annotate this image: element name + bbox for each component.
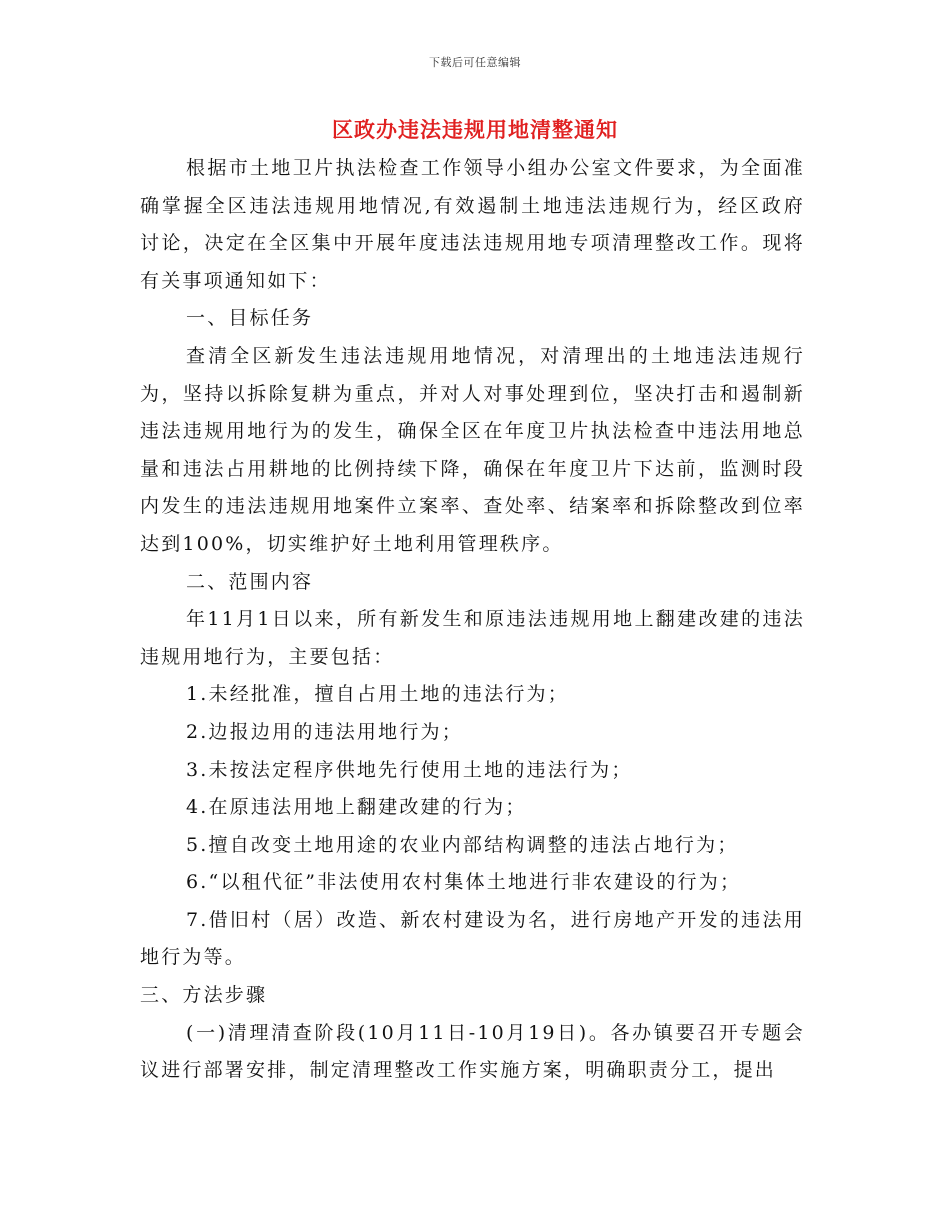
section-heading-goals: 一、目标任务	[186, 307, 314, 330]
list-item: 3.未按法定程序供地先行使用土地的违法行为；	[186, 758, 633, 781]
goals-paragraph: 查清全区新发生违法违规用地情况，对清理出的土地违法违规行为，坚持以拆除复耕为重点，并对人对事处理到位，坚决打击和遏制新违法违规用地行为的发生，确保全区在年度卫片执法检查中违法用地总量和违法占用耕地的比例持续下降，确保在年度卫片下达前，监测时段内发生的违法违规用地案件立案率、查处率、结案率和拆除整改到位率达到100%，切实维护好土地利用管理秩序。	[140, 344, 805, 555]
list-item: 7.借旧村（居）改造、新农村建设为名，进行房地产开发的违法用地行为等。	[140, 908, 805, 969]
steps-paragraph: (一)清理清查阶段(10月11日-10月19日)。各办镇要召开专题会议进行部署安排，制定清理整改工作实施方案，明确职责分工，提出	[140, 1021, 805, 1082]
document-body	[140, 150, 805, 1090]
document-title: 区政办违法违规用地清整通知	[332, 117, 618, 142]
header-note: 下载后可任意编辑	[429, 56, 521, 69]
list-item: 4.在原违法用地上翻建改建的行为；	[186, 796, 527, 819]
list-item: 1.未经批准，擅自占用土地的违法行为；	[186, 683, 569, 706]
list-item: 5.擅自改变土地用途的农业内部结构调整的违法占地行为；	[186, 833, 739, 856]
list-item: 6.“以租代征”非法使用农村集体土地进行非农建设的行为；	[186, 871, 742, 894]
scope-paragraph: 年11月1日以来，所有新发生和原违法违规用地上翻建改建的违法违规用地行为，主要包括：	[140, 608, 805, 668]
section-heading-scope: 二、范围内容	[186, 570, 314, 593]
intro-paragraph: 根据市土地卫片执法检查工作领导小组办公室文件要求，为全面准确掌握全区违法违规用地情况,有效遏制土地违法违规行为，经区政府讨论，决定在全区集中开展年度违法违规用地专项清理整改工作。现将有关事项通知如下：	[140, 157, 805, 292]
list-item: 2.边报边用的违法用地行为；	[186, 720, 463, 743]
section-heading-steps: 三、方法步骤	[140, 984, 268, 1007]
